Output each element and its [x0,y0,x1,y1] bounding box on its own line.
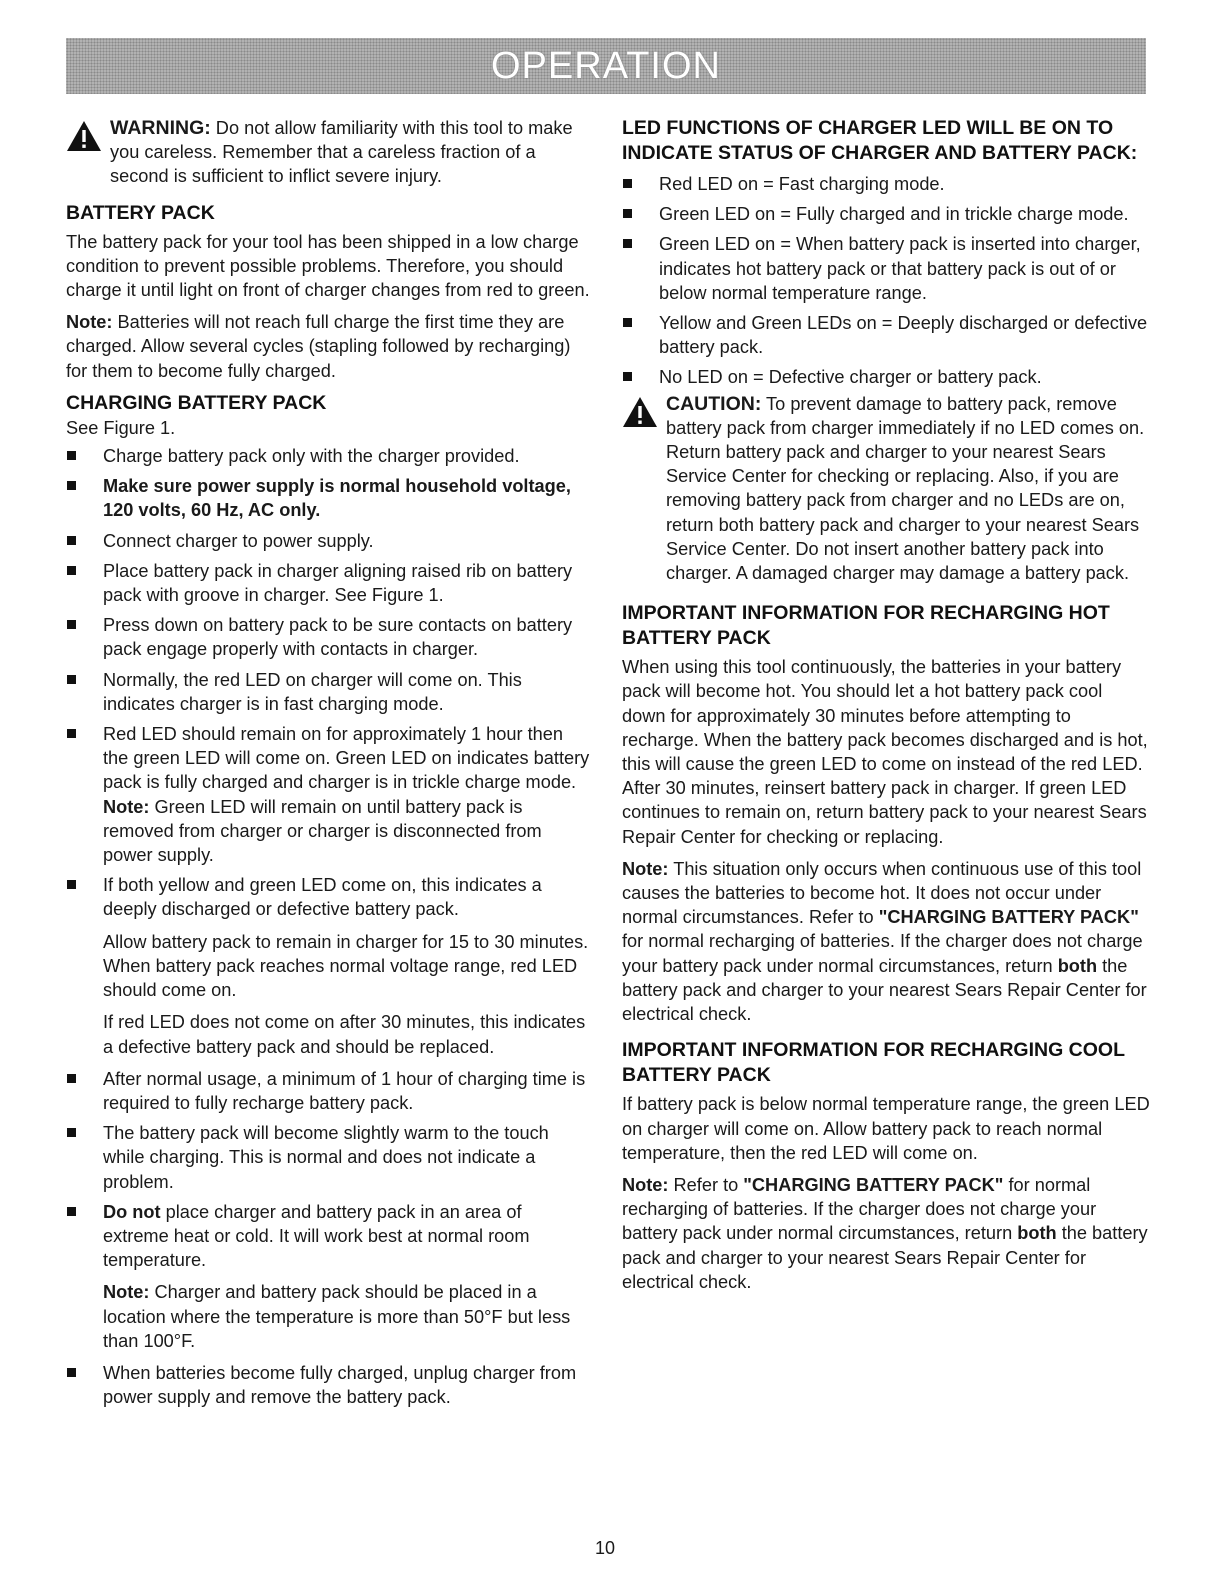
temperature-note [66,1280,592,1353]
list-item-text: Place battery pack in charger aligning raised rib on battery pack with groove in charger. See Figure 1. [103,560,573,606]
section-reference: "CHARGING BATTERY PACK" [743,1174,1004,1195]
note-text: Refer to [668,1174,744,1195]
list-item-text: Green LED will remain on until battery pack is removed from charger or charger is disconnected from power supply. [103,796,542,866]
caution-label: CAUTION: [666,392,762,415]
list-item-text: Green LED on = When battery pack is inserted into charger, indicates hot battery pack or that battery pack is out of or below normal temperature range. [659,234,1141,303]
cool-battery-body: If battery pack is below normal temperature range, the green LED on charger will come on. Allow battery pack to reach normal temperature, then the red LED will come on. [622,1094,1150,1163]
note-label: Note: [622,1174,669,1195]
caution-text: To prevent damage to battery pack, remove battery pack from charger immediately if no LED comes on. Return battery pack and charger to your nearest Sears Service Center for checking or replacing. Also, if you are removing battery pack from charger and no LEDs are on, return both battery pack and charger to your nearest Sears Service Center. Do not insert another battery pack into charger. A damaged charger may damage a battery pack. [666,393,1145,584]
charging-heading: CHARGING BATTERY PACK [66,391,327,414]
hot-battery-note [622,857,1150,1026]
list-item-text: No LED on = Defective charger or battery pack. [659,367,1042,388]
list-item [622,172,1150,196]
indented-paragraph: Allow battery pack to remain in charger for 15 to 30 minutes. When battery pack reaches normal voltage range, red LED should come on. [103,931,589,1001]
list-item-text: Connect charger to power supply. [103,530,374,551]
bullet-icon [67,729,76,738]
bullet-icon [67,620,76,629]
list-item-text: Red LED on = Fast charging mode. [659,174,945,194]
list-item-text: Charge battery pack only with the charger provided. [103,446,520,467]
bullet-icon [67,1074,76,1083]
see-figure-text: See Figure 1. [66,417,176,438]
list-item [66,529,592,553]
list-item [66,1067,592,1115]
list-item-text: The battery pack will become slightly warm to the touch while charging. This is normal and does not indicate a problem. [103,1123,549,1192]
bullet-icon [67,451,76,460]
bullet-icon [623,209,632,218]
page-title: OPERATION [491,44,721,87]
warning-block [66,116,592,189]
list-item-text: If both yellow and green LED come on, this indicates a deeply discharged or defective battery pack. [103,875,542,920]
bullet-icon [67,1207,76,1216]
bullet-icon [67,880,76,889]
charging-steps-list-continued [66,1067,592,1273]
cool-battery-note [622,1173,1150,1294]
bullet-icon [623,372,632,381]
bullet-icon [623,179,632,188]
bullet-icon [67,566,76,575]
bullet-icon [623,318,632,327]
right-column [622,116,1150,1302]
list-item-text: Green LED on = Fully charged and in trickle charge mode. [659,204,1129,225]
list-item [66,1200,592,1273]
battery-pack-body: The battery pack for your tool has been shipped in a low charge condition to prevent possible problems. Therefore, you should charge it until light on front of charger changes from red to green. [66,231,590,301]
led-functions-list [622,172,1150,390]
list-item-text: When batteries become fully charged, unplug charger from power supply and remove the battery pack. [103,1362,577,1408]
left-column [66,116,592,1415]
charging-steps-list [66,444,592,922]
list-item [66,722,592,867]
note-text: for normal recharging of batteries. If the charger does not charge your battery pack under normal circumstances, return [622,931,1143,976]
caution-icon [622,396,658,428]
list-item-text: Make sure power supply is normal household voltage, 120 volts, 60 Hz, AC only. [103,476,571,521]
hot-battery-body: When using this tool continuously, the batteries in your battery pack will become hot. You should let a hot battery pack cool down for approximately 30 minutes before attempting to recharge. When the battery pack becomes discharged and is hot, this will cause the green LED to come on instead of the red LED. After 30 minutes, reinsert battery pack in charger. If green LED continues to remain on, return battery pack to your nearest Sears Repair Center for checking or replacing. [622,657,1148,847]
battery-pack-heading: BATTERY PACK [66,201,215,224]
warning-icon [66,120,102,152]
emphasis-text: Do not [103,1201,161,1222]
battery-pack-note [66,310,592,383]
list-item [66,1361,592,1409]
list-item-text: Normally, the red LED on charger will come on. This indicates charger is in fast charging mode. [103,669,522,714]
list-item [66,1121,592,1194]
note-label: Note: [103,1282,150,1303]
note-text: Batteries will not reach full charge the first time they are charged. Allow several cycles (stapling followed by recharging) for them to become fully charged. [66,312,571,381]
note-text: the battery pack and charger to your nearest Sears Repair Center for electrical check. [622,955,1147,1025]
bullet-icon [67,675,76,684]
bullet-icon [67,1128,76,1137]
page-number: 10 [594,1538,616,1558]
emphasis-text: both [1017,1223,1057,1244]
note-text: the battery pack and charger to your nearest Sears Repair Center for electrical check. [622,1223,1148,1292]
bullet-icon [67,1368,76,1377]
emphasis-text: both [1057,955,1098,976]
list-item [622,232,1150,305]
note-text: This situation only occurs when continuous use of this tool causes the batteries to become hot. It does not occur under normal circumstances. Refer to [622,858,1142,928]
led-functions-heading: LED FUNCTIONS OF CHARGER LED WILL BE ON TO INDICATE STATUS OF CHARGER AND BATTERY PACK: [622,117,1138,164]
list-item [622,202,1150,226]
bullet-icon [67,481,76,490]
cool-battery-heading: IMPORTANT INFORMATION FOR RECHARGING COOL BATTERY PACK [622,1039,1125,1087]
note-text: for normal recharging of batteries. If the charger does not charge your battery pack under normal circumstances, return [622,1174,1097,1244]
section-banner [66,38,1146,94]
list-item-text: place charger and battery pack in an area of extreme heat or cold. It will work best at normal room temperature. [103,1201,530,1271]
list-item-text: After normal usage, a minimum of 1 hour of charging time is required to fully recharge battery pack. [103,1068,586,1113]
note-label: Note: [66,312,113,333]
indented-paragraph: If red LED does not come on after 30 minutes, this indicates a defective battery pack and should be replaced. [103,1012,586,1057]
caution-block [622,392,1150,586]
list-item [66,474,592,522]
bullet-icon [623,239,632,248]
note-label: Note: [103,796,150,817]
list-item [66,873,592,921]
list-item-text: Press down on battery pack to be sure contacts on battery pack engage properly with contacts in charger. [103,615,573,660]
bullet-icon [67,536,76,545]
list-item [66,613,592,661]
list-item-text: Red LED should remain on for approximately 1 hour then the green LED will come on. Green LED on indicates battery pack is fully charged and charger is in trickle charge mode. [103,724,590,793]
hot-battery-heading: IMPORTANT INFORMATION FOR RECHARGING HOT BATTERY PACK [622,602,1110,650]
note-label: Note: [622,858,669,879]
list-item [66,444,592,468]
list-item [622,365,1150,389]
list-item [622,311,1150,359]
list-item [66,559,592,607]
warning-text: Do not allow familiarity with this tool to make you careless. Remember that a careless fraction of a second is sufficient to inflict severe injury. [110,118,573,187]
note-text: Charger and battery pack should be placed in a location where the temperature is more than 50°F but less than 100°F. [103,1282,571,1351]
list-item-text: Yellow and Green LEDs on = Deeply discharged or defective battery pack. [659,313,1148,358]
section-reference: "CHARGING BATTERY PACK" [878,907,1139,928]
charging-steps-list-end [66,1361,592,1409]
warning-label: WARNING: [110,117,211,139]
list-item [66,668,592,716]
